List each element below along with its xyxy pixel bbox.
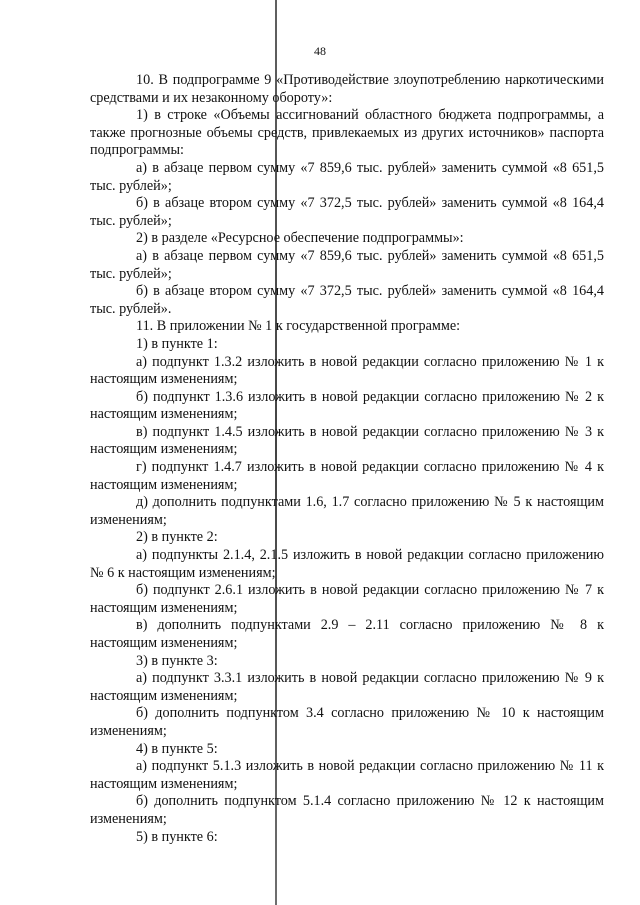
paragraph: в) подпункт 1.4.5 изложить в новой редакции согласно приложению № 3 к настоящим изменениям; xyxy=(90,423,604,458)
page-number: 48 xyxy=(314,44,326,58)
paragraph: 3) в пункте 3: xyxy=(136,652,218,669)
paragraph: а) в абзаце первом сумму «7 859,6 тыс. рублей» заменить суммой «8 651,5 тыс. рублей»; xyxy=(90,159,604,194)
paragraph: 4) в пункте 5: xyxy=(136,740,218,757)
paragraph: 2) в пункте 2: xyxy=(136,529,218,546)
paragraph: б) дополнить подпунктом 3.4 согласно приложению № 10 к настоящим изменениям; xyxy=(90,705,604,739)
paragraph: г) подпункт 1.4.7 изложить в новой редакции согласно приложению № 4 к настоящим изменениям; xyxy=(90,459,604,493)
paragraph: б) дополнить подпунктом 5.1.4 согласно приложению № 12 к настоящим изменениям; xyxy=(90,793,604,827)
paragraph: 11. В приложении № 1 к государственной программе: xyxy=(136,318,461,335)
paragraph: 2) в разделе «Ресурсное обеспечение подпрограммы»: xyxy=(136,230,464,247)
paragraph: а) подпункт 1.3.2 изложить в новой редакции согласно приложению № 1 к настоящим изменениям; xyxy=(90,353,604,388)
paragraph: б) подпункт 2.6.1 изложить в новой редакции согласно приложению № 7 к настоящим изменениям; xyxy=(90,582,604,616)
paragraph: 10. В подпрограмме 9 «Противодействие злоупотреблению наркотическими средствами и их незаконному обороту»: xyxy=(90,72,604,106)
paragraph: а) подпункт 3.3.1 изложить в новой редакции согласно приложению № 9 к настоящим изменениям; xyxy=(90,670,604,704)
paragraph: 1) в пункте 1: xyxy=(136,335,218,352)
paragraph: 5) в пункте 6: xyxy=(136,828,218,845)
paragraph: а) подпункты 2.1.4, 2.1.5 изложить в новой редакции согласно приложению № 6 к настоящим изменениям; xyxy=(90,547,604,581)
paragraph: а) в абзаце первом сумму «7 859,6 тыс. рублей» заменить суммой «8 651,5 тыс. рублей»; xyxy=(90,247,604,282)
paragraph: д) дополнить подпунктами 1.6, 1.7 согласно приложению № 5 к настоящим изменениям; xyxy=(90,494,604,528)
paragraph: б) в абзаце втором сумму «7 372,5 тыс. рублей» заменить суммой «8 164,4 тыс. рублей». xyxy=(90,283,604,317)
paragraph: б) в абзаце втором сумму «7 372,5 тыс. рублей» заменить суммой «8 164,4 тыс. рублей»; xyxy=(90,195,604,229)
document-body xyxy=(90,72,604,846)
paragraph: в) дополнить подпунктами 2.9 – 2.11 согласно приложению № 8 к настоящим изменениям; xyxy=(90,617,604,651)
paragraph: 1) в строке «Объемы ассигнований областного бюджета подпрограммы, а также прогнозные объемы средств, привлекаемых из других источников» паспорта подпрограммы: xyxy=(90,107,604,159)
paragraph: а) подпункт 5.1.3 изложить в новой редакции согласно приложению № 11 к настоящим изменениям; xyxy=(90,758,604,792)
paragraph: б) подпункт 1.3.6 изложить в новой редакции согласно приложению № 2 к настоящим изменениям; xyxy=(90,388,604,423)
